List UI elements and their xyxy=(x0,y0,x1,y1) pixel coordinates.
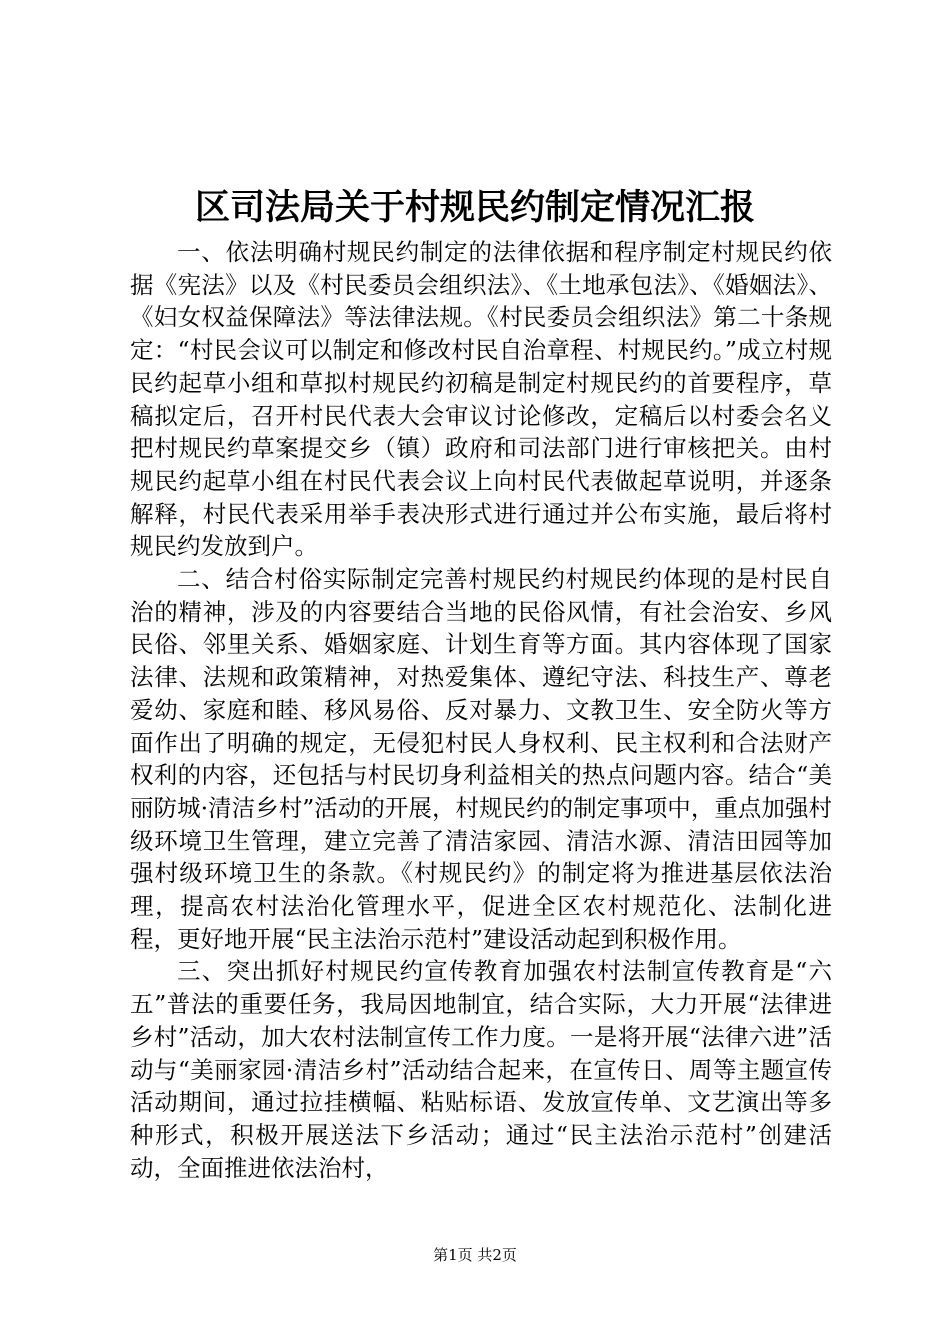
paragraph-2: 二、结合村俗实际制定完善村规民约村规民约体现的是村民自治的精神，涉及的内容要结合当地的民俗风情，有社会治安、乡风民俗、邻里关系、婚姻家庭、计划生育等方面。其内容体现了国家法律、法规和政策精神，对热爱集体、遵纪守法、科技生产、尊老爱幼、家庭和睦、移风易俗、反对暴力、文教卫生、安全防火等方面作出了明确的规定，无侵犯村民人身权利、民主权利和合法财产权利的内容，还包括与村民切身利益相关的热点问题内容。结合“美丽防城·清洁乡村”活动的开展，村规民约的制定事项中，重点加强村级环境卫生管理，建立完善了清洁家园、清洁水源、清洁田园等加强村级环境卫生的条款。《村规民约》的制定将为推进基层依法治理，提高农村法治化管理水平，促进全区农村规范化、法制化进程，更好地开展“民主法治示范村”建设活动起到积极作用。 xyxy=(130,565,832,953)
document-body xyxy=(130,236,832,1184)
page-number-footer: 第1页 共2页 xyxy=(433,1246,517,1264)
paragraph-3: 三、突出抓好村规民约宣传教育加强农村法制宣传教育是“六五”普法的重要任务，我局因地制宜，结合实际，大力开展“法律进乡村”活动，加大农村法制宣传工作力度。一是将开展“法律六进”活动与“美丽家园·清洁乡村”活动结合起来，在宣传日、周等主题宣传活动期间，通过拉挂横幅、粘贴标语、发放宣传单、文艺演出等多种形式，积极开展送法下乡活动；通过“民主法治示范村”创建活动，全面推进依法治村， xyxy=(130,957,832,1182)
document-title: 区司法局关于村规民约制定情况汇报 xyxy=(194,187,755,228)
paragraph-1: 一、依法明确村规民约制定的法律依据和程序制定村规民约依据《宪法》以及《村民委员会组织法》、《土地承包法》、《婚姻法》、《妇女权益保障法》等法律法规。《村民委员会组织法》第二十条规定：“村民会议可以制定和修改村民自治章程、村规民约。”成立村规民约起草小组和草拟村规民约初稿是制定村规民约的首要程序，草稿拟定后，召开村民代表大会审议讨论修改，定稿后以村委会名义把村规民约草案提交乡（镇）政府和司法部门进行审核把关。由村规民约起草小组在村民代表会议上向村民代表做起草说明，并逐条解释，村民代表采用举手表决形式进行通过并公布实施，最后将村规民约发放到户。 xyxy=(130,238,832,561)
